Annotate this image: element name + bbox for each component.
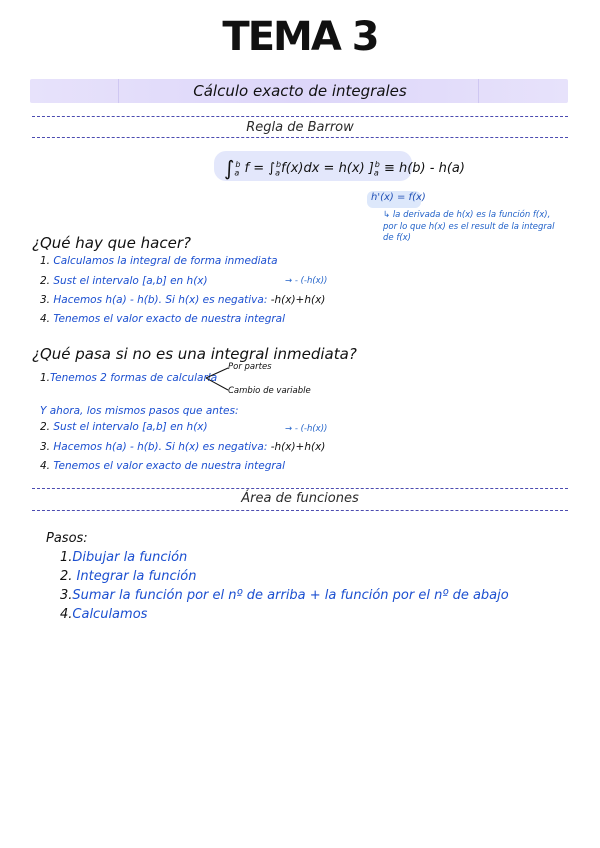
banner-title: Cálculo exacto de integrales bbox=[193, 82, 407, 100]
barrow-formula: $\int_a^b$ $f = \int_a^bf(x)dx = h(x) ]_a^b \equiv h(b) - h(a)$ bbox=[224, 156, 465, 180]
formula-body: f = ∫ bbox=[244, 161, 276, 176]
hprime-note: ↳ la derivada de h(x) es la función f(x), por lo que h(x) es el result de la integral de f(x) bbox=[383, 210, 555, 243]
branch-option-2: Cambio de variable bbox=[228, 386, 311, 396]
pasos-label: Pasos: bbox=[46, 531, 88, 546]
formula-body-2: f(x)dx = h(x) ] bbox=[281, 161, 374, 176]
question-2: ¿Qué pasa si no es una integral inmediata? bbox=[32, 345, 357, 363]
area-step-2: 2. Integrar la función bbox=[60, 569, 197, 584]
divider-top bbox=[32, 116, 568, 117]
integral-sign: ∫ bbox=[224, 156, 235, 180]
upper-limit: b bbox=[235, 159, 241, 169]
q2-step-3: 3. Hacemos h(a) - h(b). Si h(x) es negativa: -h(x)+h(x) bbox=[40, 441, 326, 453]
divider-bottom bbox=[32, 137, 568, 138]
q2-hint: → - (-h(x)) bbox=[285, 424, 328, 434]
hprime-label: h'(x) = f(x) bbox=[371, 192, 426, 203]
section-heading-barrow: Regla de Barrow bbox=[246, 120, 354, 135]
divider-bottom bbox=[32, 510, 568, 511]
q1-hint: → - (-h(x)) bbox=[285, 276, 328, 286]
q1-step-1: 1. Calculamos la integral de forma inmediata bbox=[40, 255, 278, 267]
area-step-4: 4.Calculamos bbox=[60, 607, 148, 622]
q1-step-2: 2. Sust el intervalo [a,b] en h(x) bbox=[40, 275, 208, 287]
lower-limit: a bbox=[234, 168, 240, 178]
area-step-3: 3.Sumar la función por el nº de arriba + la función por el nº de abajo bbox=[60, 588, 509, 603]
question-1: ¿Qué hay que hacer? bbox=[32, 234, 191, 252]
page-title: TEMA 3 bbox=[222, 14, 378, 60]
q2-step-1: 1.Tenemos 2 formas de calcularla bbox=[40, 372, 218, 384]
divider-top bbox=[32, 488, 568, 489]
formula-result: ≡ h(b) - h(a) bbox=[383, 161, 465, 176]
q1-step-4: 4. Tenemos el valor exacto de nuestra integral bbox=[40, 313, 286, 325]
area-step-1: 1.Dibujar la función bbox=[60, 550, 188, 565]
q2-intro: Y ahora, los mismos pasos que antes: bbox=[40, 405, 239, 417]
q2-step-4: 4. Tenemos el valor exacto de nuestra integral bbox=[40, 460, 286, 472]
section-heading-area: Área de funciones bbox=[241, 491, 359, 506]
branch-option-1: Por partes bbox=[228, 362, 272, 372]
q2-step-2: 2. Sust el intervalo [a,b] en h(x) bbox=[40, 421, 208, 433]
q1-step-3: 3. Hacemos h(a) - h(b). Si h(x) es negativa: -h(x)+h(x) bbox=[40, 294, 326, 306]
